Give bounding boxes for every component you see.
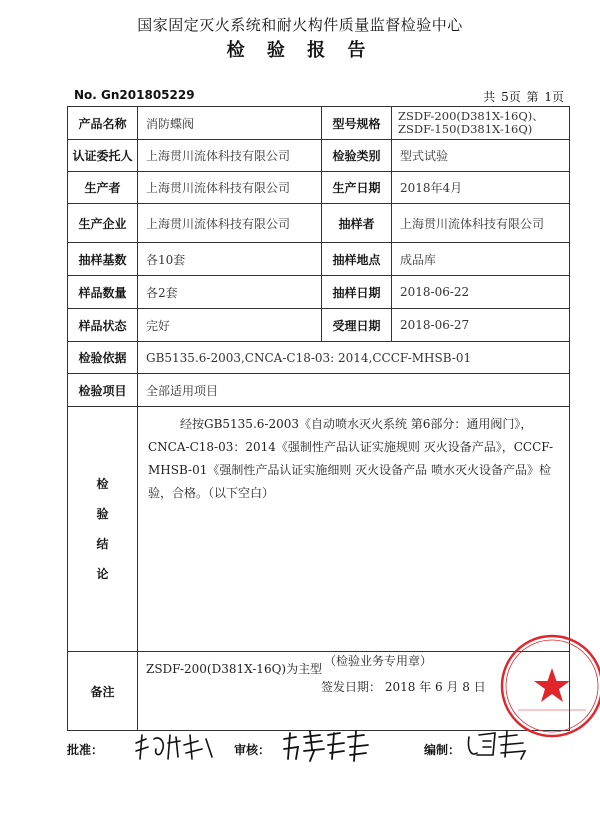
conclusion-char-3: 结 [96, 537, 109, 551]
edit-signature [465, 729, 535, 761]
stamp-note: （检验业务专用章） [324, 654, 433, 668]
client-value: 上海贯川流体科技有限公司 [138, 140, 322, 172]
sampler-value: 上海贯川流体科技有限公司 [392, 204, 570, 243]
remark-label: 备注 [68, 652, 138, 731]
conclusion-char-1: 检 [96, 477, 109, 491]
prod-date-label: 生产日期 [322, 172, 392, 204]
enterprise-value: 上海贯川流体科技有限公司 [138, 204, 322, 243]
report-title: 检 验 报 告 [226, 40, 374, 61]
approve-label: 批准： [67, 743, 104, 757]
producer-value: 上海贯川流体科技有限公司 [138, 172, 322, 204]
remark-cell [138, 652, 570, 731]
review-label: 审核： [234, 743, 271, 757]
signature-footer [0, 741, 600, 781]
model-label: 型号规格 [322, 107, 392, 140]
state-value: 完好 [138, 309, 322, 342]
conclusion-text: 经按GB5135.6-2003《自动喷水灭火系统 第6部分：通用阀门》，CNCA-C18-03：2014《强制性产品认证实施规则 灭火设备产品》，CCCF-MHSB-01《强制性产品认证实施细则 灭火设备产品 喷水灭火设备产品》检验，合格。（以下空白） [148, 417, 554, 500]
state-label: 样品状态 [68, 309, 138, 342]
org-name: 国家固定灭火系统和耐火构件质量监督检验中心 [137, 16, 463, 34]
sampler-label: 抽样者 [322, 204, 392, 243]
items-value: 全部适用项目 [138, 374, 570, 407]
conclusion-char-2: 验 [96, 507, 109, 521]
producer-label: 生产者 [68, 172, 138, 204]
place-value: 成品库 [392, 243, 570, 276]
issue-date: 签发日期： 2018 年 6 月 8 日 [321, 680, 486, 694]
edit-label: 编制： [424, 743, 461, 757]
accept-date-value: 2018-06-27 [392, 309, 570, 342]
place-label: 抽样地点 [322, 243, 392, 276]
enterprise-label: 生产企业 [68, 204, 138, 243]
product-name-label: 产品名称 [68, 107, 138, 140]
qty-label: 样品数量 [68, 276, 138, 309]
accept-date-label: 受理日期 [322, 309, 392, 342]
type-value: 型式试验 [392, 140, 570, 172]
remark-text: ZSDF-200(D381X-16Q)为主型 [146, 662, 323, 676]
report-table [67, 106, 570, 731]
review-signature [280, 729, 372, 765]
product-name-value: 消防蝶阀 [138, 107, 322, 140]
basis-value: GB5135.6-2003,CNCA-C18-03: 2014,CCCF-MHSB-01 [138, 342, 570, 374]
base-label: 抽样基数 [68, 243, 138, 276]
approve-signature [132, 729, 218, 763]
items-label: 检验项目 [68, 374, 138, 407]
report-number: No. Gn201805229 [74, 88, 195, 102]
model-value: ZSDF-200(D381X-16Q)、ZSDF-150(D381X-16Q) [392, 107, 570, 140]
base-value: 各10套 [138, 243, 322, 276]
sample-date-label: 抽样日期 [322, 276, 392, 309]
prod-date-value: 2018年4月 [392, 172, 570, 204]
basis-label: 检验依据 [68, 342, 138, 374]
conclusion-label [68, 407, 138, 652]
qty-value: 各2套 [138, 276, 322, 309]
client-label: 认证委托人 [68, 140, 138, 172]
sample-date-value: 2018-06-22 [392, 276, 570, 309]
type-label: 检验类别 [322, 140, 392, 172]
page-info: 共 5页 第 1页 [483, 90, 564, 104]
conclusion-char-4: 论 [96, 567, 109, 581]
